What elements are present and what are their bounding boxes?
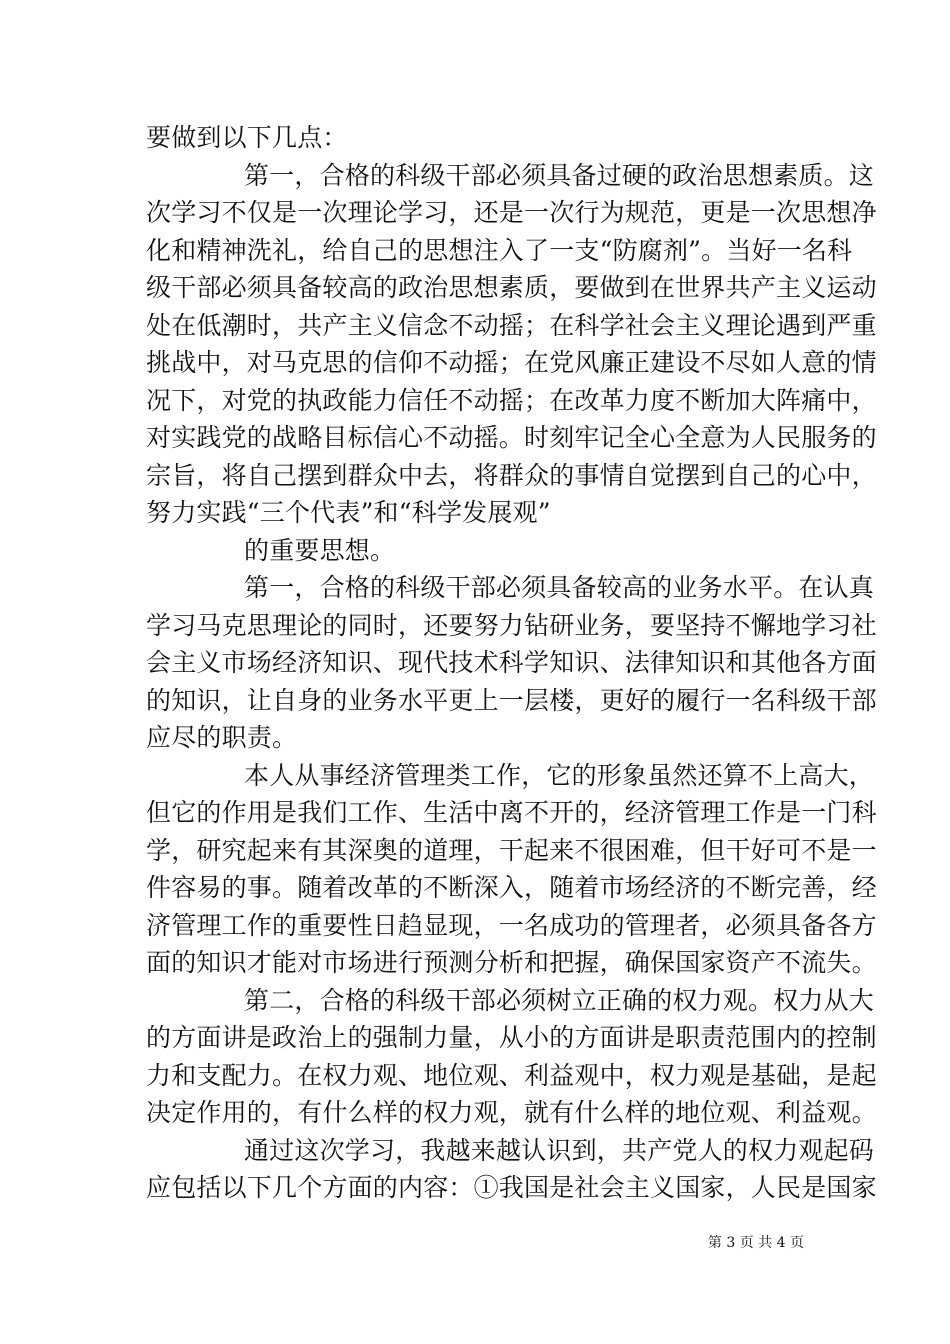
text-line: 面的知识才能对市场进行预测分析和把握，确保国家资产不流失。 bbox=[146, 948, 877, 977]
text-line: 本人从事经济管理类工作，它的形象虽然还算不上高大， bbox=[244, 761, 875, 790]
text-line: 但它的作用是我们工作、生活中离不开的，经济管理工作是一门科 bbox=[146, 798, 877, 827]
text-line: 处在低潮时，共产主义信念不动摇；在科学社会主义理论遇到严重 bbox=[146, 311, 877, 340]
page-number: 第 3 页 共 4 页 bbox=[707, 1235, 804, 1251]
text-line: 对实践党的战略目标信心不动摇。时刻牢记全心全意为人民服务的 bbox=[146, 423, 877, 452]
text-line: 济管理工作的重要性日趋显现，一名成功的管理者，必须具备各方 bbox=[146, 911, 877, 940]
text-line: 第一，合格的科级干部必须具备过硬的政治思想素质。这 bbox=[244, 161, 875, 190]
text-line: 努力实践“三个代表”和“科学发展观” bbox=[146, 498, 551, 527]
text-line: 会主义市场经济知识、现代技术科学知识、法律知识和其他各方面 bbox=[146, 648, 877, 677]
text-line: 学，研究起来有其深奥的道理，干起来不很困难，但干好可不是一 bbox=[146, 836, 877, 865]
text-line: 件容易的事。随着改革的不断深入，随着市场经济的不断完善，经 bbox=[146, 873, 877, 902]
text-line: 宗旨，将自己摆到群众中去，将群众的事情自觉摆到自己的心中， bbox=[146, 461, 877, 490]
text-line: 力和支配力。在权力观、地位观、利益观中，权力观是基础，是起 bbox=[146, 1061, 877, 1090]
text-line: 的知识，让自身的业务水平更上一层楼，更好的履行一名科级干部 bbox=[146, 686, 877, 715]
text-line: 级干部必须具备较高的政治思想素质，要做到在世界共产主义运动 bbox=[146, 273, 877, 302]
text-line: 应尽的职责。 bbox=[146, 723, 298, 752]
text-line: 次学习不仅是一次理论学习，还是一次行为规范，更是一次思想净 bbox=[146, 198, 877, 227]
text-line: 的重要思想。 bbox=[244, 536, 396, 565]
text-line: 况下，对党的执政能力信任不动摇；在改革力度不断加大阵痛中， bbox=[146, 386, 877, 415]
text-line: 第一，合格的科级干部必须具备较高的业务水平。在认真 bbox=[244, 573, 875, 602]
text-line: 要做到以下几点： bbox=[146, 123, 348, 152]
text-line: 学习马克思理论的同时，还要努力钻研业务，要坚持不懈地学习社 bbox=[146, 611, 877, 640]
text-line: 应包括以下几个方面的内容：①我国是社会主义国家，人民是国家 bbox=[146, 1173, 877, 1202]
text-line: 挑战中，对马克思的信仰不动摇；在党风廉正建设不尽如人意的情 bbox=[146, 348, 877, 377]
text-line: 决定作用的，有什么样的权力观，就有什么样的地位观、利益观。 bbox=[146, 1098, 877, 1127]
text-line: 通过这次学习，我越来越认识到，共产党人的权力观起码 bbox=[244, 1136, 875, 1165]
text-line: 化和精神洗礼，给自己的思想注入了一支“防腐剂”。当好一名科 bbox=[146, 236, 853, 265]
text-line: 第二，合格的科级干部必须树立正确的权力观。权力从大 bbox=[244, 986, 875, 1015]
text-line: 的方面讲是政治上的强制力量，从小的方面讲是职责范围内的控制 bbox=[146, 1023, 877, 1052]
